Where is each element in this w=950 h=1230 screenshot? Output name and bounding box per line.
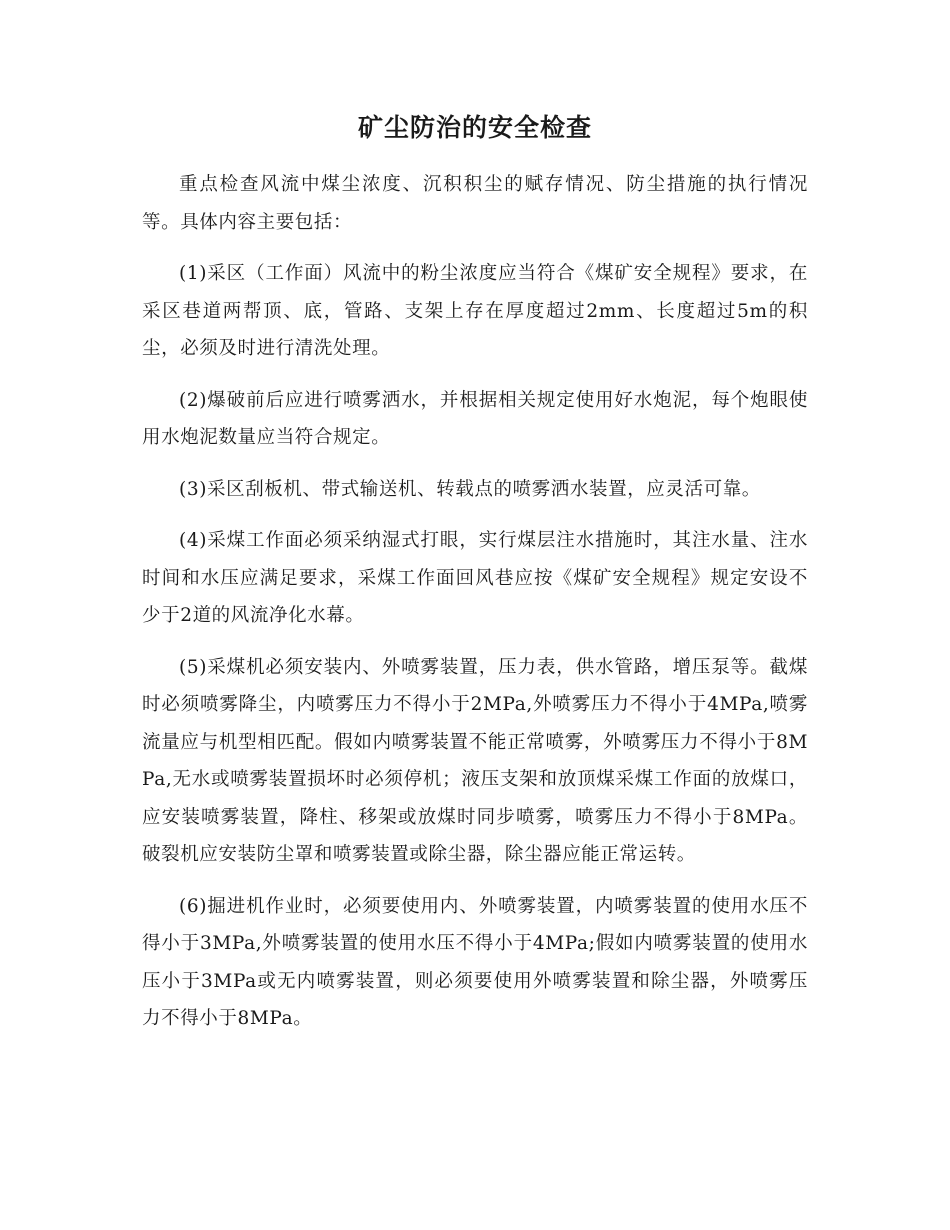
paragraph-item-6: (6)掘进机作业时，必须要使用内、外喷雾装置，内喷雾装置的使用水压不得小于3MPa,外喷雾装置的使用水压不得小于4MPa;假如内喷雾装置的使用水压小于3MPa或无内喷雾装置，则必须要使用外喷雾装置和除尘器，外喷雾压力不得小于8MPa。: [142, 895, 808, 1029]
paragraph-item-3: (3)采区刮板机、带式输送机、转载点的喷雾洒水装置，应灵活可靠。: [179, 478, 761, 500]
paragraph-item-2: (2)爆破前后应进行喷雾洒水，并根据相关规定使用好水炮泥，每个炮眼使用水炮泥数量应当符合规定。: [142, 389, 808, 448]
paragraph-item-5: (5)采煤机必须安装内、外喷雾装置，压力表，供水管路，增压泵等。截煤时必须喷雾降尘，内喷雾压力不得小于2MPa,外喷雾压力不得小于4MPa,喷雾流量应与机型相匹配。假如内喷雾装置不能正常喷雾，外喷雾压力不得小于8MPa,无水或喷雾装置损坏时必须停机；液压支架和放顶煤采煤工作面的放煤口，应安装喷雾装置，降柱、移架或放煤时同步喷雾，喷雾压力不得小于8MPa。破裂机应安装防尘罩和喷雾装置或除尘器，除尘器应能正常运转。: [142, 656, 808, 865]
paragraph-item-1: (1)采区（工作面）风流中的粉尘浓度应当符合《煤矿安全规程》要求，在采区巷道两帮顶、底，管路、支架上存在厚度超过2mm、长度超过5m的积尘，必须及时进行清洗处理。: [142, 263, 808, 359]
document-page: [142, 108, 808, 1052]
document-title: 矿尘防治的安全检查: [357, 113, 592, 142]
paragraph-item-4: (4)采煤工作面必须采纳湿式打眼，实行煤层注水措施时，其注水量、注水时间和水压应满足要求，采煤工作面回风巷应按《煤矿安全规程》规定安设不少于2道的风流净化水幕。: [142, 530, 808, 626]
paragraph-intro: 重点检查风流中煤尘浓度、沉积积尘的赋存情况、防尘措施的执行情况等。具体内容主要包括：: [142, 174, 808, 233]
